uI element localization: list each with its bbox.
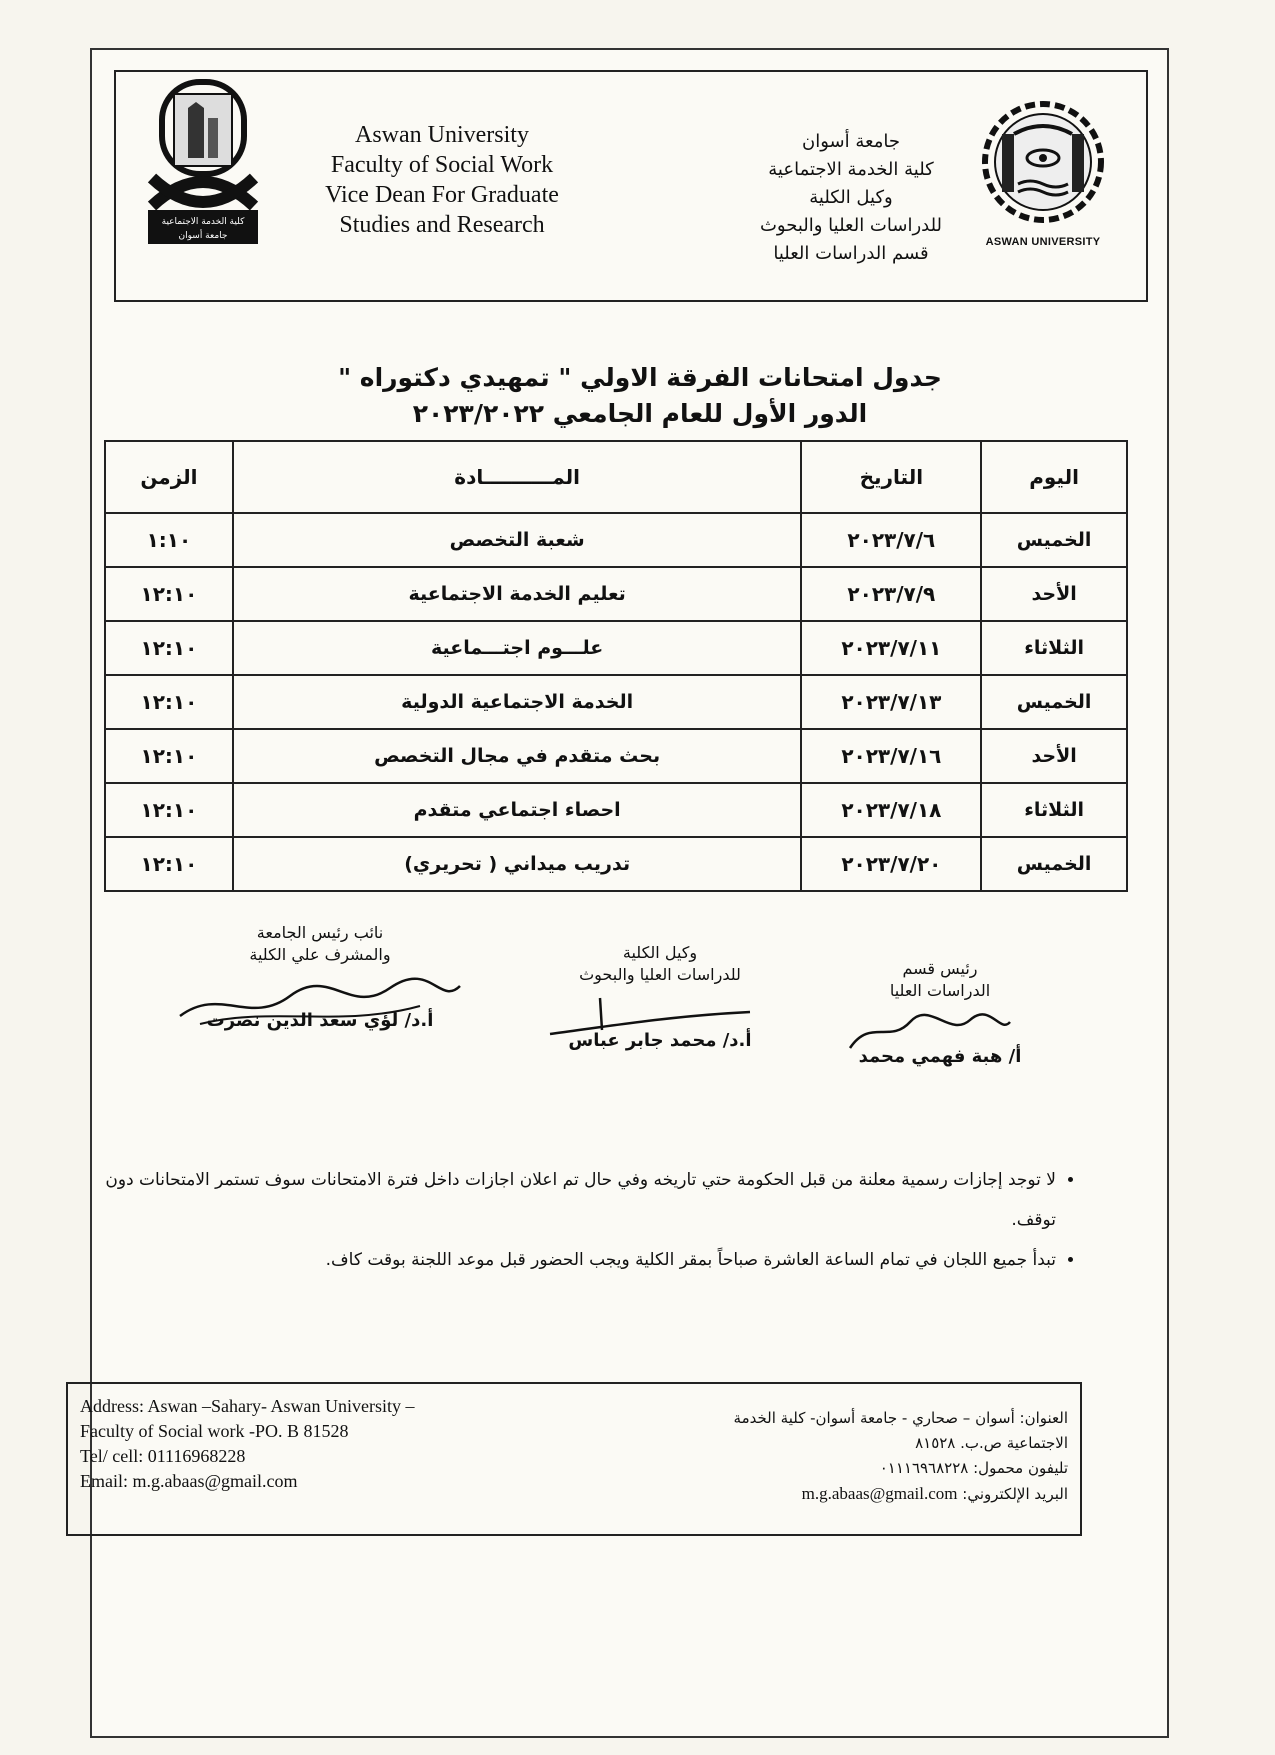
cell-subject: تدريب ميداني ( تحريري) bbox=[233, 837, 802, 891]
header-en-line: Faculty of Social Work bbox=[330, 152, 554, 178]
header-ar-line: وكيل الكلية bbox=[809, 187, 893, 208]
footer-ar-address: العنوان: أسوان – صحاري - جامعة أسوان- كلية الخدمة bbox=[733, 1409, 1068, 1427]
cell-day: الخميس bbox=[981, 513, 1127, 567]
logo-caption-line2: جامعة أسوان bbox=[178, 231, 228, 241]
header-ar-line: جامعة أسوان bbox=[802, 131, 900, 152]
footer-phone: Tel/ cell: 01116968228 bbox=[80, 1446, 246, 1466]
cell-day: الأحد bbox=[981, 729, 1127, 783]
header-day: اليوم bbox=[981, 441, 1127, 513]
footer-arabic bbox=[638, 1406, 1068, 1507]
header-en-line: Studies and Research bbox=[339, 212, 545, 238]
footer-ar-address-2: الاجتماعية ص.ب. ٨١٥٢٨ bbox=[915, 1434, 1068, 1452]
handwritten-signature bbox=[510, 986, 810, 1046]
handwritten-signature bbox=[820, 998, 1060, 1058]
cell-date: ٢٠٢٣/٧/٦ bbox=[801, 513, 981, 567]
table-row bbox=[105, 783, 1127, 837]
cell-subject: الخدمة الاجتماعية الدولية bbox=[233, 675, 802, 729]
cell-date: ٢٠٢٣/٧/١٨ bbox=[801, 783, 981, 837]
cell-date: ٢٠٢٣/٧/١٦ bbox=[801, 729, 981, 783]
signature-vice-dean bbox=[510, 942, 810, 1052]
header-english bbox=[292, 120, 592, 240]
footer-address-2: Faculty of Social work -PO. B 81528 bbox=[80, 1421, 349, 1441]
cell-day: الخميس bbox=[981, 675, 1127, 729]
footer-ar-phone: تليفون محمول: ٠١١١٦٩٦٨٢٢٨ bbox=[879, 1459, 1068, 1477]
cell-time: ١٢:١٠ bbox=[105, 621, 233, 675]
cell-day: الأحد bbox=[981, 567, 1127, 621]
cell-time: ١٢:١٠ bbox=[105, 837, 233, 891]
university-logo bbox=[968, 100, 1118, 260]
header-ar-line: للدراسات العليا والبحوث bbox=[759, 215, 943, 236]
table-row bbox=[105, 729, 1127, 783]
signature-role: وكيل الكلية bbox=[622, 943, 698, 962]
cell-time: ١:١٠ bbox=[105, 513, 233, 567]
signature-role: للدراسات العليا والبحوث bbox=[579, 965, 741, 984]
letterhead bbox=[114, 70, 1148, 302]
table-row bbox=[105, 621, 1127, 675]
footer-contact-box bbox=[66, 1382, 1082, 1536]
cell-date: ٢٠٢٣/٧/٩ bbox=[801, 567, 981, 621]
cell-date: ٢٠٢٣/٧/١٣ bbox=[801, 675, 981, 729]
cell-date: ٢٠٢٣/٧/٢٠ bbox=[801, 837, 981, 891]
header-date: التاريخ bbox=[801, 441, 981, 513]
cell-date: ٢٠٢٣/٧/١١ bbox=[801, 621, 981, 675]
cell-day: الثلاثاء bbox=[981, 783, 1127, 837]
header-en-line: Aswan University bbox=[355, 122, 529, 148]
table-row bbox=[105, 567, 1127, 621]
footer-ar-email-row bbox=[638, 1481, 1068, 1507]
table-header-row bbox=[105, 441, 1127, 513]
logo-caption-line1: كلية الخدمة الاجتماعية bbox=[161, 217, 245, 227]
cell-subject: احصاء اجتماعي متقدم bbox=[233, 783, 802, 837]
signature-name: أ.د/ لؤي سعد الدين نصرت bbox=[206, 1010, 434, 1031]
handwritten-signature bbox=[160, 966, 480, 1036]
note-item: • لا توجد إجازات رسمية معلنة من قبل الحكومة حتي تاريخه وفي حال تم اعلان اجازات داخل فترة الامتحانات سوف تستمر الامتحانات دون توقف. bbox=[96, 1160, 1056, 1240]
signature-name: أ.د/ محمد جابر عباس bbox=[568, 1030, 752, 1051]
university-logo-caption: ASWAN UNIVERSITY bbox=[985, 236, 1101, 248]
footer-address: Address: Aswan –Sahary- Aswan University – bbox=[80, 1396, 415, 1416]
signature-role: رئيس قسم bbox=[902, 959, 978, 978]
faculty-logo bbox=[144, 78, 262, 248]
header-subject: المــــــــــادة bbox=[233, 441, 802, 513]
table-row bbox=[105, 837, 1127, 891]
footer-ar-email: m.g.abaas@gmail.com bbox=[801, 1484, 958, 1503]
signature-role: الدراسات العليا bbox=[889, 981, 991, 1000]
cell-time: ١٢:١٠ bbox=[105, 567, 233, 621]
header-ar-line: كلية الخدمة الاجتماعية bbox=[768, 159, 934, 180]
title-line-1: جدول امتحانات الفرقة الاولي " تمهيدي دكتوراه " bbox=[338, 363, 942, 392]
header-arabic bbox=[686, 128, 1016, 268]
notes-list bbox=[96, 1160, 1082, 1280]
exam-schedule-table bbox=[104, 440, 1128, 892]
footer-email: Email: m.g.abaas@gmail.com bbox=[80, 1471, 298, 1491]
signature-department-head bbox=[820, 958, 1060, 1068]
cell-time: ١٢:١٠ bbox=[105, 783, 233, 837]
cell-day: الثلاثاء bbox=[981, 621, 1127, 675]
signature-vice-president bbox=[160, 922, 480, 1032]
cell-subject: شعبة التخصص bbox=[233, 513, 802, 567]
signature-role: والمشرف علي الكلية bbox=[249, 945, 391, 964]
cell-day: الخميس bbox=[981, 837, 1127, 891]
title-line-2: الدور الأول للعام الجامعي ٢٠٢٣/٢٠٢٢ bbox=[412, 399, 868, 428]
cell-subject: علـــوم اجتـــماعية bbox=[233, 621, 802, 675]
cell-subject: تعليم الخدمة الاجتماعية bbox=[233, 567, 802, 621]
cell-time: ١٢:١٠ bbox=[105, 729, 233, 783]
cell-subject: بحث متقدم في مجال التخصص bbox=[233, 729, 802, 783]
signature-role: نائب رئيس الجامعة bbox=[256, 923, 384, 942]
note-item: • تبدأ جميع اللجان في تمام الساعة العاشرة صباحاً بمقر الكلية ويجب الحضور قبل موعد اللجنة بوقت كاف. bbox=[96, 1240, 1056, 1280]
signature-name: أ/ هبة فهمي محمد bbox=[858, 1046, 1022, 1067]
footer-ar-email-label: البريد الإلكتروني: bbox=[962, 1485, 1068, 1503]
cell-time: ١٢:١٠ bbox=[105, 675, 233, 729]
table-row bbox=[105, 675, 1127, 729]
header-en-line: Vice Dean For Graduate bbox=[325, 182, 559, 208]
footer-english bbox=[80, 1394, 530, 1494]
header-ar-line: قسم الدراسات العليا bbox=[773, 243, 929, 264]
header-time: الزمن bbox=[105, 441, 233, 513]
document-title bbox=[180, 360, 1100, 432]
table-row bbox=[105, 513, 1127, 567]
